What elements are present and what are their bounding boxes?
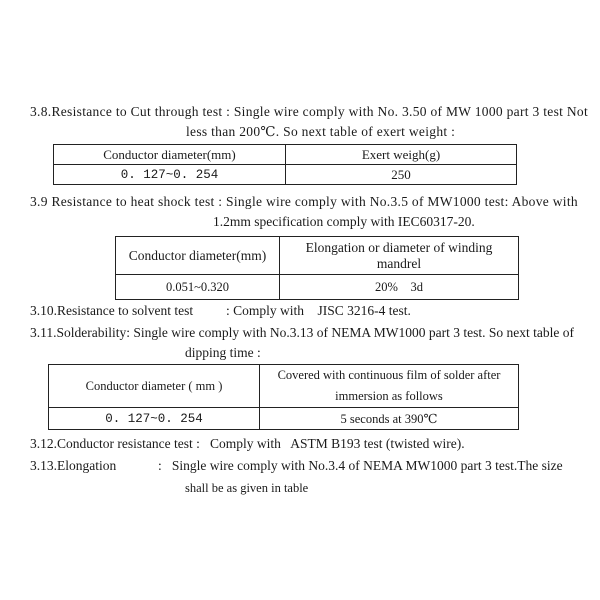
section-3-12-text: 3.12.Conductor resistance test : Comply with ASTM B193 test (twisted wire). (30, 436, 465, 451)
table-cell: 0. 127~0. 254 (49, 408, 260, 430)
section-3-13-text: : Single wire comply with No.3.4 of NEMA MW1000 part 3 test.The size (158, 458, 563, 473)
table-header: Exert weigh(g) (286, 145, 517, 165)
table-cell: 0. 127~0. 254 (54, 165, 286, 185)
table-header: Conductor diameter ( mm ) (49, 365, 260, 408)
section-3-9-line-2: 1.2mm specification comply with IEC60317-20. (213, 214, 475, 229)
table-cell: 250 (286, 165, 517, 185)
table-header: Elongation or diameter of winding mandrel (280, 237, 519, 275)
table-header-covered (260, 365, 519, 408)
table-cell: 0.051~0.320 (116, 275, 280, 300)
heat-shock-table (115, 236, 519, 300)
table-header: Conductor diameter(mm) (54, 145, 286, 165)
section-3-13-line-2: shall be as given in table (185, 481, 309, 495)
table-cell: 5 seconds at 390℃ (260, 408, 519, 430)
section-3-10-label: 3.10.Resistance to solvent test (30, 303, 194, 318)
section-3-11-line-1: 3.11.Solderability: Single wire comply with No.3.13 of NEMA MW1000 part 3 test. So next table of (30, 325, 574, 340)
table-cell: 20% 3d (280, 275, 519, 300)
section-3-8-line-2: less than 200℃. So next table of exert weight : (186, 124, 456, 139)
header-line: Covered with continuous film of solder after (277, 368, 501, 382)
section-3-9-line-1: 3.9 Resistance to heat shock test : Single wire comply with No.3.5 of MW1000 test: Above with (30, 194, 578, 209)
section-3-8-line-1: 3.8.Resistance to Cut through test : Single wire comply with No. 3.50 of MW 1000 part 3 test Not (30, 104, 588, 119)
section-3-11-line-2: dipping time : (185, 345, 261, 360)
header-line: immersion as follows (335, 389, 443, 403)
section-3-10-text: : Comply with JISC 3216-4 test. (226, 303, 411, 318)
cut-through-table (53, 144, 517, 185)
table-header: Conductor diameter(mm) (116, 237, 280, 275)
solderability-table (48, 364, 519, 430)
section-3-13-label: 3.13.Elongation (30, 458, 117, 473)
